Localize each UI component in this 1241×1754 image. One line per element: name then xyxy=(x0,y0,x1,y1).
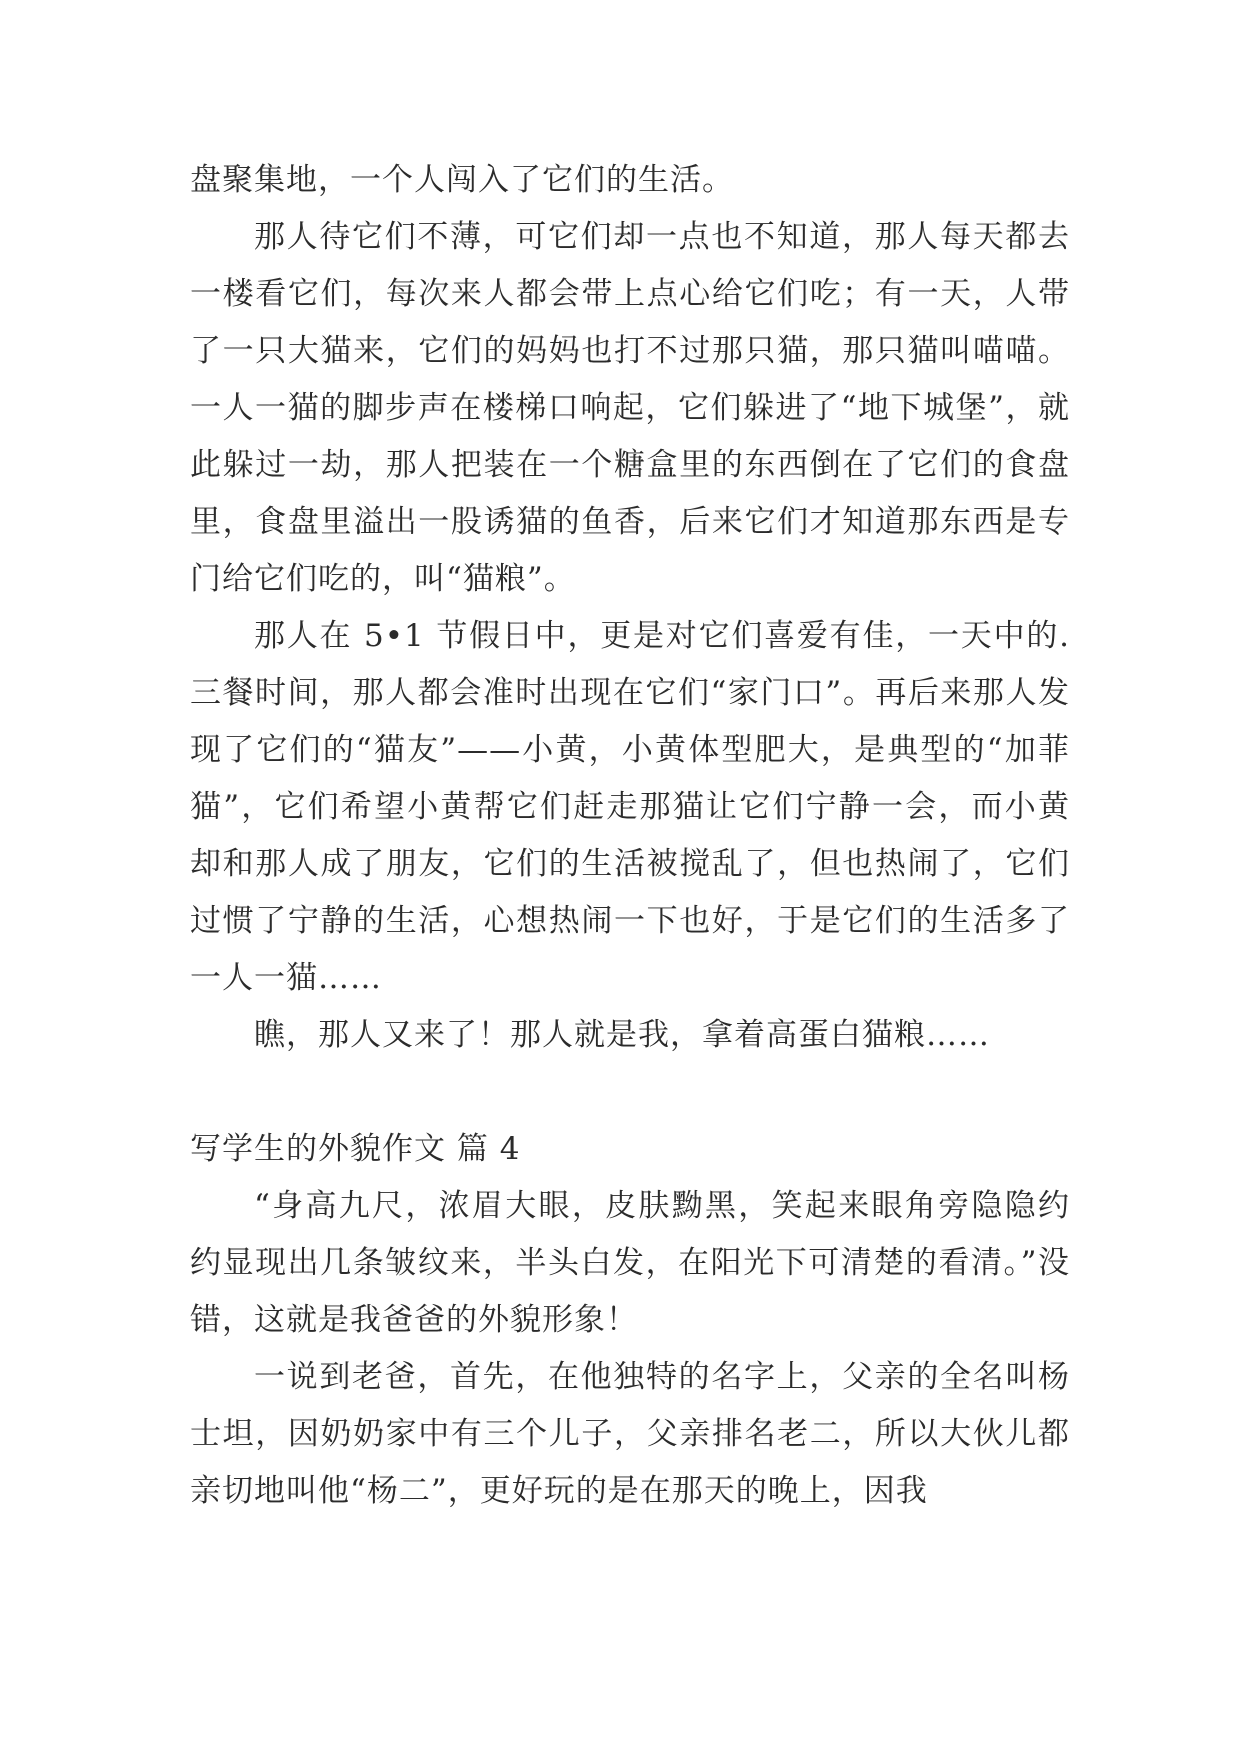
section-spacer xyxy=(190,1064,1070,1121)
paragraph-holiday: 那人在 5•1 节假日中，更是对它们喜爱有佳，一天中的. 三餐时间，那人都会准时出现在它们“家门口”。再后来那人发现了它们的“猫友”——小黄，小黄体型肥大，是典型的“加菲猫”，它们希望小黄帮它们赶走那猫让它们宁静一会，而小黄却和那人成了朋友，它们的生活被搅乱了，但也热闹了，它们过惯了宁静的生活，心想热闹一下也好，于是它们的生活多了一人一猫…… xyxy=(190,618,1070,996)
paragraph-father-name: 一说到老爸，首先，在他独特的名字上，父亲的全名叫杨士坦，因奶奶家中有三个儿子，父亲排名老二，所以大伙儿都亲切地叫他“杨二”，更好玩的是在那天的晚上，因我 xyxy=(190,1359,1070,1509)
paragraph-father-appearance: “身高九尺，浓眉大眼，皮肤黝黑，笑起来眼角旁隐隐约约显现出几条皱纹来，半头白发，在阳光下可清楚的看清。”没错，这就是我爸爸的外貌形象！ xyxy=(190,1188,1070,1338)
document-page xyxy=(190,152,1070,1520)
section-heading: 写学生的外貌作文 篇 4 xyxy=(190,1131,521,1167)
paragraph-cat-visits: 那人待它们不薄，可它们却一点也不知道，那人每天都去一楼看它们，每次来人都会带上点心给它们吃；有一天，人带了一只大猫来，它们的妈妈也打不过那只猫，那只猫叫喵喵。一人一猫的脚步声在楼梯口响起，它们躲进了“地下城堡”，就此躲过一劫，那人把装在一个糖盒里的东西倒在了它们的食盘里，食盘里溢出一股诱猫的鱼香，后来它们才知道那东西是专门给它们吃的，叫“猫粮”。 xyxy=(190,219,1070,597)
paragraph-continuation: 盘聚集地，一个人闯入了它们的生活。 xyxy=(190,162,734,198)
paragraph-reveal: 瞧，那人又来了！那人就是我，拿着高蛋白猫粮…… xyxy=(254,1017,990,1053)
